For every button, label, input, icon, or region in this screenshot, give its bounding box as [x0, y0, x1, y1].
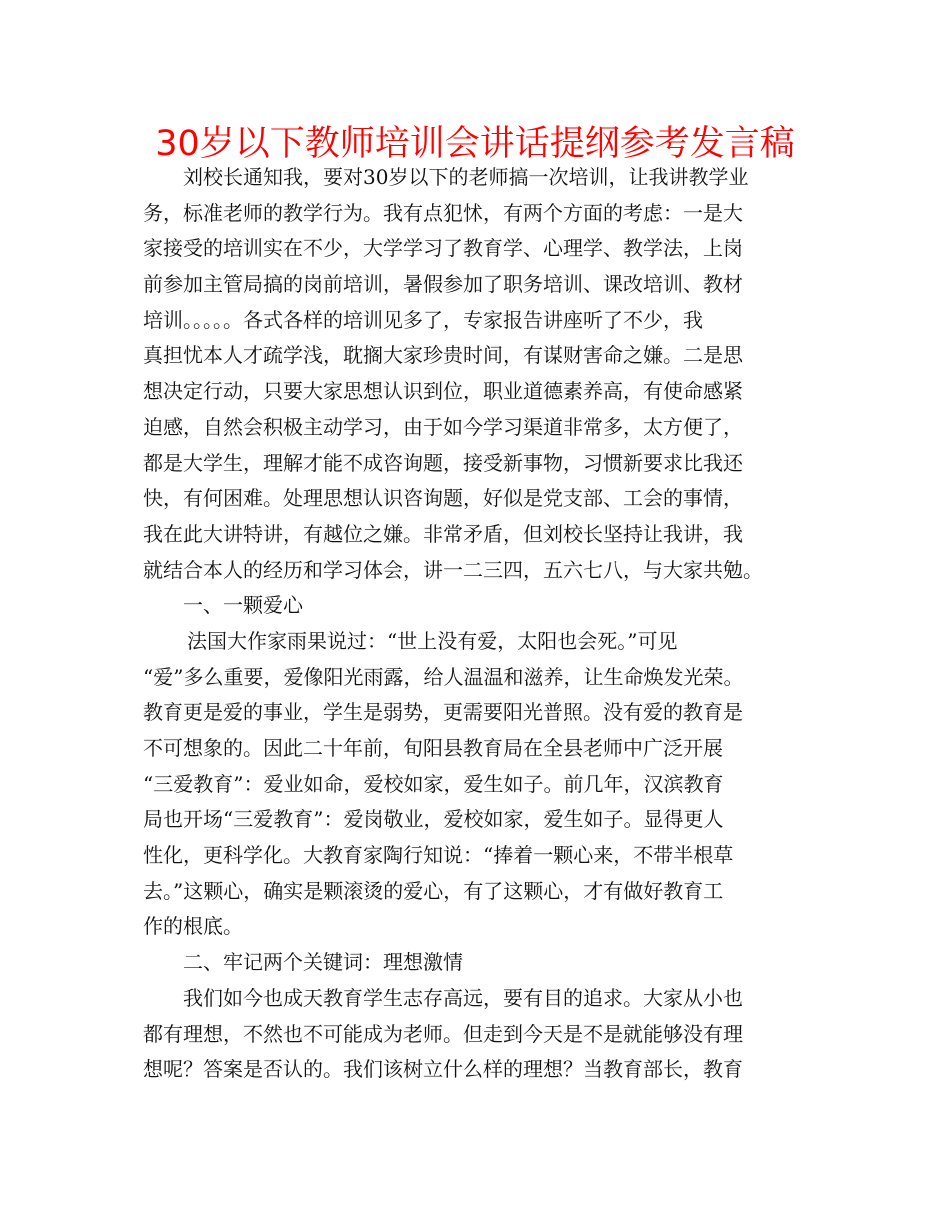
text-line: 务，标准老师的教学行为。我有点犯怵，有两个方面的考虑：一是大	[143, 200, 743, 225]
text-line: 不可想象的。因此二十年前，旬阳县教育局在全县老师中广泛开展	[143, 736, 723, 760]
text-line: 迫感，自然会积极主动学习，由于如今学习渠道非常多，太方便了，	[143, 414, 743, 439]
text-line: 都是大学生，理解才能不成咨询题，接受新事物，习惯新要求比我还	[143, 450, 743, 475]
text-line: 局也开场“三爱教育”：爱岗敬业，爱校如家，爱生如子。显得更人	[143, 807, 724, 832]
text-line: 快，有何困难。处理思想认识咨询题，好似是党支部、工会的事情，	[143, 486, 743, 511]
text-line: “爱”多么重要，爱像阳光雨露，给人温温和滋养，让生命焕发光荣。	[143, 664, 744, 689]
document-title: 30岁以下教师培训会讲话提纲参考发言稿	[155, 124, 795, 164]
section-heading: 二、牢记两个关键词：理想激情	[183, 950, 463, 975]
text-line: 刘校长通知我，要对30岁以下的老师搞一次培训，让我讲教学业	[183, 165, 749, 189]
text-line: 家接受的培训实在不少，大学学习了教育学、心理学、教学法，上岗	[143, 236, 743, 261]
text-line: 作的根底。	[143, 914, 243, 939]
text-line: 性化，更科学化。大教育家陶行知说：“捧着一颗心来，不带半根草	[143, 843, 734, 868]
text-line: 想决定行动，只要大家思想认识到位，职业道德素养高，有使命感紧	[143, 379, 743, 404]
text-line: 想呢？答案是否认的。我们该树立什么样的理想？当教育部长，教育	[143, 1057, 743, 1082]
text-line: 我在此大讲特讲，有越位之嫌。非常矛盾，但刘校长坚持让我讲，我	[143, 521, 743, 546]
document-body	[143, 160, 813, 1088]
text-line: 培训。。。。。各式各样的培训见多了，专家报告讲座听了不少，我	[143, 307, 703, 332]
text-line: 我们如今也成天教育学生志存高远，要有目的追求。大家从小也	[183, 985, 743, 1010]
text-line: 教育更是爱的事业，学生是弱势，更需要阳光普照。没有爱的教育是	[143, 700, 743, 725]
text-line: 都有理想，不然也不可能成为老师。但走到今天是不是就能够没有理	[143, 1021, 743, 1046]
text-line: 法国大作家雨果说过：“世上没有爱，太阳也会死。”可见	[187, 628, 678, 653]
text-line: 就结合本人的经历和学习体会，讲一二三四，五六七八，与大家共勉。	[143, 557, 763, 582]
text-line: 真担忧本人才疏学浅，耽搁大家珍贵时间，有谋财害命之嫌。二是思	[143, 343, 743, 368]
section-heading: 一、一颗爱心	[183, 593, 303, 618]
text-line: 前参加主管局搞的岗前培训，暑假参加了职务培训、课改培训、教材	[143, 272, 743, 297]
text-line: 去。”这颗心，确实是颗滚烫的爱心，有了这颗心，才有做好教育工	[143, 878, 724, 903]
text-line: “三爱教育”：爱业如命，爱校如家，爱生如子。前几年，汉滨教育	[143, 771, 724, 796]
